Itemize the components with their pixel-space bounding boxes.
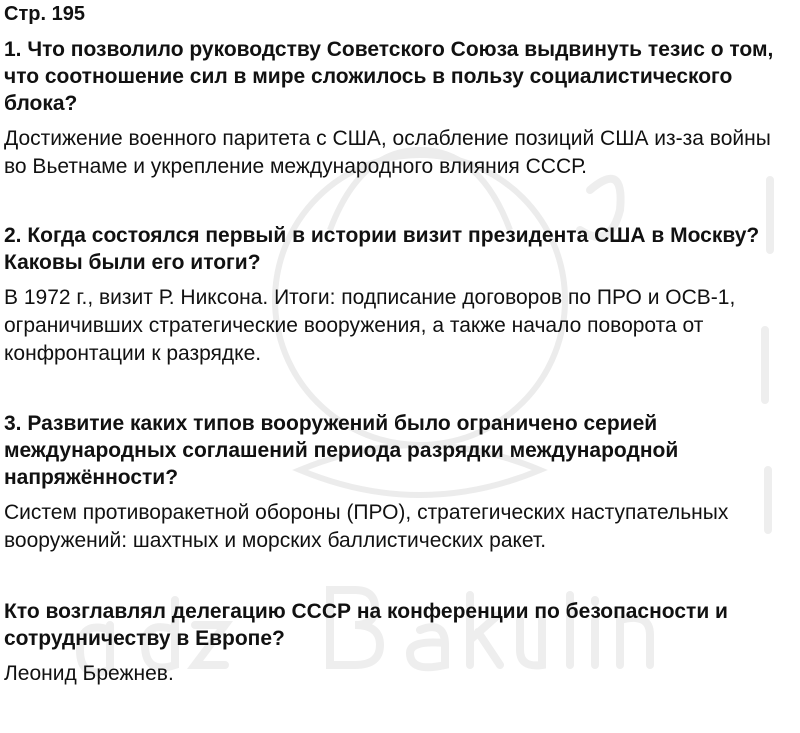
- answer-text: Леонид Брежнев.: [4, 662, 174, 685]
- qa-block-4: [4, 598, 794, 688]
- qa-block-3: [4, 410, 794, 555]
- question-text: 2. Когда состоялся первый в истории визит президента США в Москву? Каковы были его итоги?: [4, 224, 760, 274]
- question-text: 3. Развитие каких типов вооружений было ограничено серией международных соглашений периода разрядки международной напряжённости?: [4, 412, 679, 489]
- qa-block-1: [4, 36, 794, 181]
- question-text: 1. Что позволило руководству Советского Союза выдвинуть тезис о том, что соотношение сил в мире сложилось в пользу социалистического блока?: [4, 38, 774, 115]
- question-text: Кто возглавлял делегацию СССР на конференции по безопасности и сотрудничеству в Европе?: [4, 600, 728, 650]
- qa-block-2: [4, 222, 794, 368]
- page-number: Стр. 195: [4, 3, 85, 25]
- answer-text: Систем противоракетной обороны (ПРО), стратегических наступательных вооружений: шахтных и морских баллистических ракет.: [4, 501, 729, 552]
- answer-text: В 1972 г., визит Р. Никсона. Итоги: подписание договоров по ПРО и ОСВ-1, ограничивших стратегические вооружения, а также начало поворота от конфронтации к разрядке.: [4, 286, 736, 365]
- answer-text: Достижение военного паритета с США, ослабление позиций США из-за войны во Вьетнаме и укрепление международного влияния СССР.: [4, 127, 771, 178]
